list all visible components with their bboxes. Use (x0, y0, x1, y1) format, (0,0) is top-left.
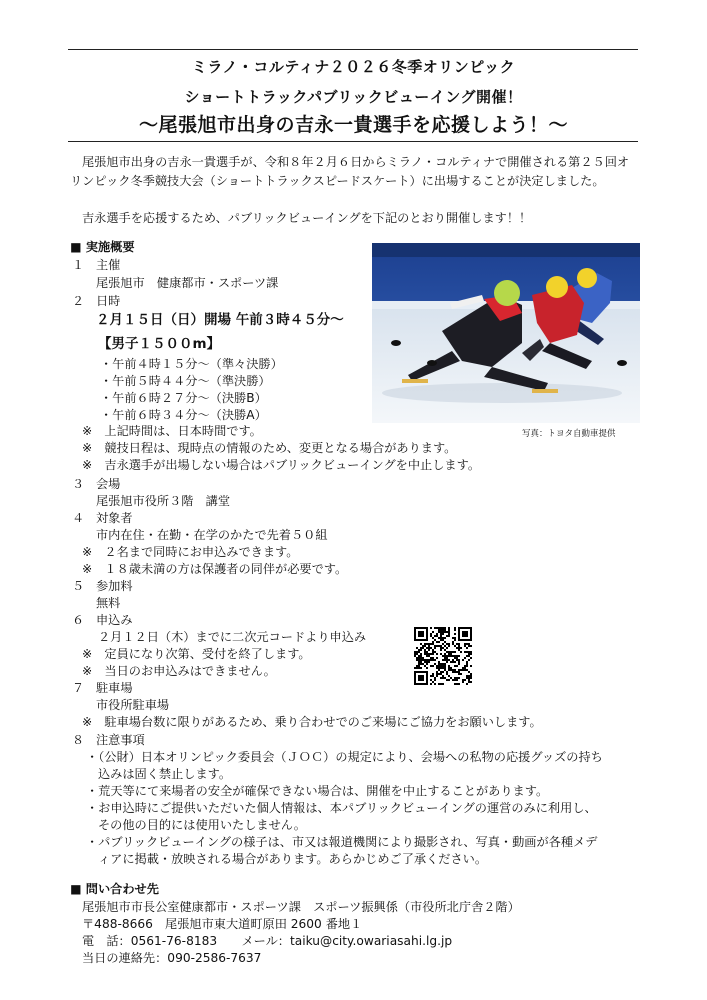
caution-line: 込みは固く禁止します。 (98, 767, 232, 781)
target-value: 市内在住・在勤・在学のかたで先着５０組 (96, 528, 328, 542)
item-4-num: ４ (72, 511, 85, 525)
caution-line: ・パブリックビューイングの様子は、市又は報道機関により撮影され、写真・動画が各種メデ (86, 835, 598, 849)
caution-line: ・荒天等にて来場者の安全が確保できない場合は、開催を中止することがあります。 (86, 784, 549, 798)
schedule-item: ・午前４時１５分～（準々決勝） (100, 357, 283, 371)
datetime-note: ※ 競技日程は、現時点の情報のため、変更となる場合があります。 (82, 441, 457, 455)
schedule-item: ・午前６時２７分～（決勝B） (100, 391, 267, 405)
schedule-item: ・午前６時３４分～（決勝A） (100, 408, 267, 422)
item-6-label: 申込み (96, 613, 133, 627)
event-name: 【男子１５００m】 (98, 336, 221, 352)
title-line-3: ～尾張旭市出身の吉永一貴選手を応援しよう！～ (138, 114, 568, 136)
item-3-label: 会場 (96, 477, 121, 491)
datetime-main: ２月１５日（日）開場 午前３時４５分～ (96, 312, 344, 328)
contact-line: 尾張旭市市長公室健康都市・スポーツ課 スポーツ振興係（市役所北庁舎２階） (82, 900, 520, 914)
item-8-label: 注意事項 (96, 733, 145, 747)
item-1-num: １ (72, 258, 85, 272)
skaters-photo (372, 243, 640, 423)
target-note: ※ １８歳未満の方は保護者の同伴が必要です。 (82, 562, 348, 576)
item-7-label: 駐車場 (96, 681, 133, 695)
contact-line: 電 話：0561-76-8183 メール：taiku@city.owariasahi.lg.jp (82, 934, 453, 948)
parking-value: 市役所駐車場 (96, 698, 170, 712)
item-1-label: 主催 (96, 258, 121, 272)
contact-heading: ■ 問い合わせ先 (70, 882, 159, 896)
photo-credit: 写真：トヨタ自動車提供 (522, 429, 616, 439)
contact-line: 〒488-8666 尾張旭市東大道町原田 2600 番地１ (82, 917, 363, 931)
caution-line: ィアに掲載・放映される場合があります。あらかじめご了承ください。 (98, 852, 488, 866)
application-note: ※ 定員になり次第、受付を終了します。 (82, 647, 311, 661)
overview-heading: ■ 実施概要 (70, 240, 135, 254)
intro-paragraph-2: 吉永選手を応援するため、パブリックビューイングを下記のとおり開催します！！ (82, 211, 532, 225)
datetime-note: ※ 上記時間は、日本時間です。 (82, 424, 262, 438)
parking-note: ※ 駐車場台数に限りがあるため、乗り合わせでのご来場にご協力をお願いします。 (82, 715, 542, 729)
contact-line: 当日の連絡先：090-2586-7637 (82, 951, 262, 965)
item-3-num: ３ (72, 477, 85, 491)
header-bottom-rule (68, 141, 638, 142)
venue-value: 尾張旭市役所３階 講堂 (96, 494, 231, 508)
title-line-2: ショートトラックパブリックビューイング開催！ (184, 88, 523, 106)
caution-line: その他の目的には使用いたしません。 (98, 818, 306, 832)
item-5-num: ５ (72, 579, 85, 593)
item-4-label: 対象者 (96, 511, 133, 525)
item-5-label: 参加料 (96, 579, 133, 593)
top-rule (68, 49, 638, 50)
intro-paragraph-1: 尾張旭市出身の吉永一貴選手が、令和８年２月６日からミラノ・コルティナで開催される第２５回オリンピック冬季競技大会（ショートトラックスピードスケート）に出場することが決定しました。 (70, 155, 630, 188)
title-line-1: ミラノ・コルティナ２０２６冬季オリンピック (191, 58, 516, 76)
qr-code[interactable] (414, 627, 472, 685)
organizer-value: 尾張旭市 健康都市・スポーツ課 (96, 276, 279, 290)
fee-value: 無料 (96, 596, 121, 610)
item-8-num: ８ (72, 733, 85, 747)
item-2-num: ２ (72, 294, 85, 308)
schedule-item: ・午前５時４４分～（準決勝） (100, 374, 271, 388)
item-6-num: ６ (72, 613, 85, 627)
caution-line: ・（公財）日本オリンピック委員会（ＪＯＣ）の規定により、会場への私物の応援グッズの持ち (86, 750, 603, 764)
application-value: ２月１２日（木）までに二次元コードより申込み (98, 630, 367, 644)
target-note: ※ ２名まで同時にお申込みできます。 (82, 545, 299, 559)
datetime-note: ※ 吉永選手が出場しない場合はパブリックビューイングを中止します。 (82, 458, 481, 472)
application-note: ※ 当日のお申込みはできません。 (82, 664, 276, 678)
caution-line: ・お申込時にご提供いただいた個人情報は、本パブリックビューイングの運営のみに利用し、 (86, 801, 597, 815)
item-7-num: ７ (72, 681, 85, 695)
item-2-label: 日時 (96, 294, 121, 308)
